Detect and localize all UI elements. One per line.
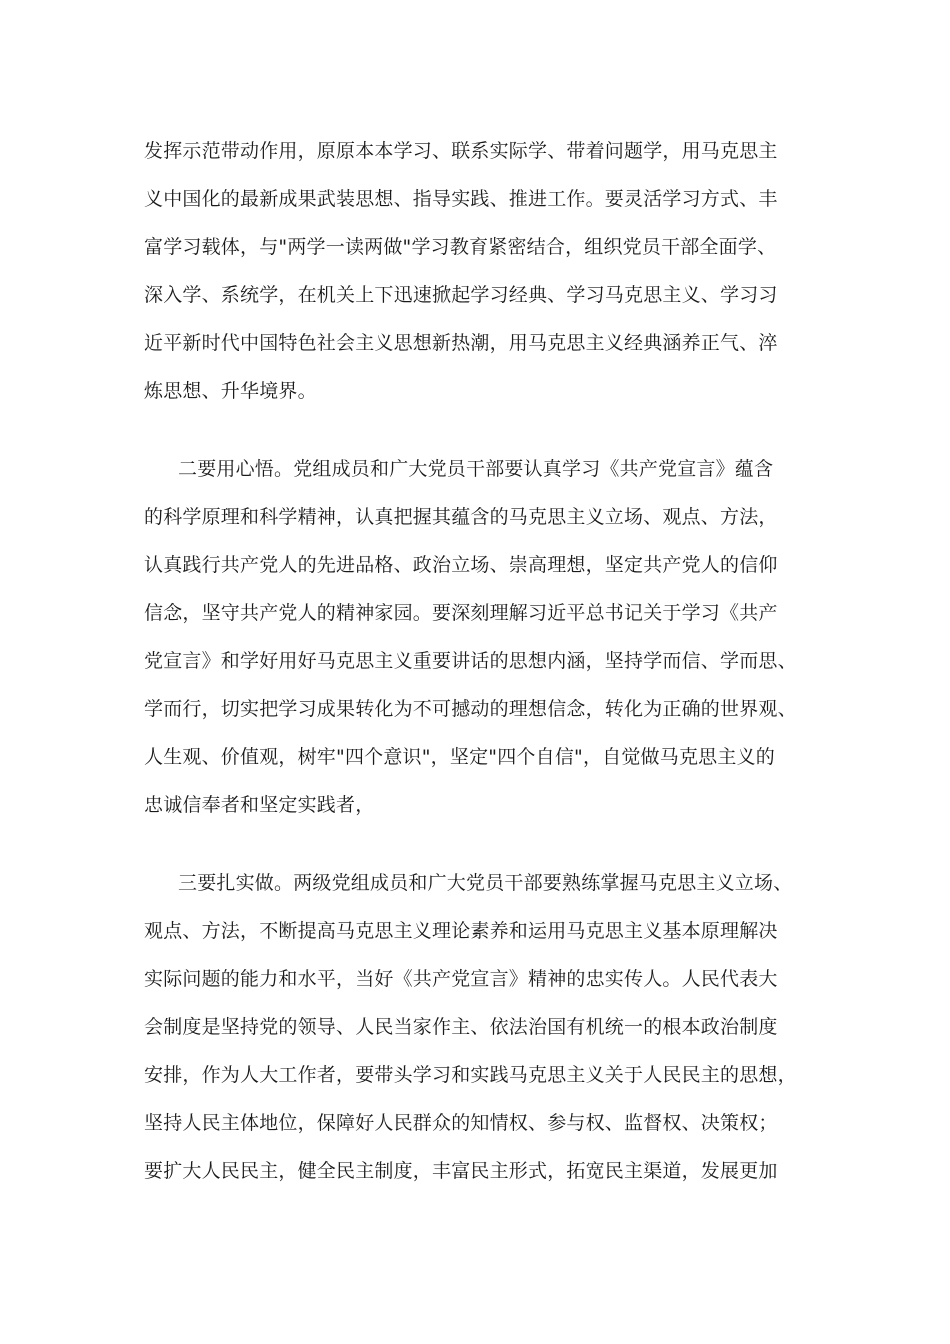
text-line: 人生观、价值观，树牢"四个意识"，坚定"四个自信"，自觉做马克思主义的 xyxy=(144,746,775,768)
text-line: 发挥示范带动作用，原原本本学习、联系实际学、带着问题学，用马克思主 xyxy=(144,140,778,162)
text-line: 观点、方法，不断提高马克思主义理论素养和运用马克思主义基本原理解决 xyxy=(144,920,778,942)
text-line: 近平新时代中国特色社会主义思想新热潮，用马克思主义经典涵养正气、淬 xyxy=(144,332,778,354)
text-line: 安排，作为人大工作者，要带头学习和实践马克思主义关于人民民主的思想， xyxy=(144,1064,797,1086)
text-line: 认真践行共产党人的先进品格、政治立场、崇高理想，坚定共产党人的信仰 xyxy=(144,554,778,576)
text-line: 学而行，切实把学习成果转化为不可撼动的理想信念，转化为正确的世界观、 xyxy=(144,698,797,720)
text-line: 炼思想、升华境界。 xyxy=(144,380,317,402)
text-line: 要扩大人民民主，健全民主制度，丰富民主形式，拓宽民主渠道，发展更加 xyxy=(144,1160,778,1182)
text-line: 的科学原理和科学精神，认真把握其蕴含的马克思主义立场、观点、方法， xyxy=(144,506,778,528)
text-line: 三要扎实做。两级党组成员和广大党员干部要熟练掌握马克思主义立场、 xyxy=(178,872,793,894)
text-line: 实际问题的能力和水平，当好《共产党宣言》精神的忠实传人。人民代表大 xyxy=(144,968,778,990)
text-line: 忠诚信奉者和坚定实践者， xyxy=(144,794,375,816)
text-line: 义中国化的最新成果武装思想、指导实践、推进工作。要灵活学习方式、丰 xyxy=(144,188,778,210)
text-line: 党宣言》和学好用好马克思主义重要讲话的思想内涵，坚持学而信、学而思、 xyxy=(144,650,797,672)
text-line: 深入学、系统学，在机关上下迅速掀起学习经典、学习马克思主义、学习习 xyxy=(144,284,778,306)
text-line: 二要用心悟。党组成员和广大党员干部要认真学习《共产党宣言》蕴含 xyxy=(178,458,774,480)
text-line: 坚持人民主体地位，保障好人民群众的知情权、参与权、监督权、决策权； xyxy=(144,1112,778,1134)
text-line: 信念，坚守共产党人的精神家园。要深刻理解习近平总书记关于学习《共产 xyxy=(144,602,778,624)
text-line: 富学习载体，与"两学一读两做"学习教育紧密结合，组织党员干部全面学、 xyxy=(144,236,777,258)
text-line: 会制度是坚持党的领导、人民当家作主、依法治国有机统一的根本政治制度 xyxy=(144,1016,778,1038)
